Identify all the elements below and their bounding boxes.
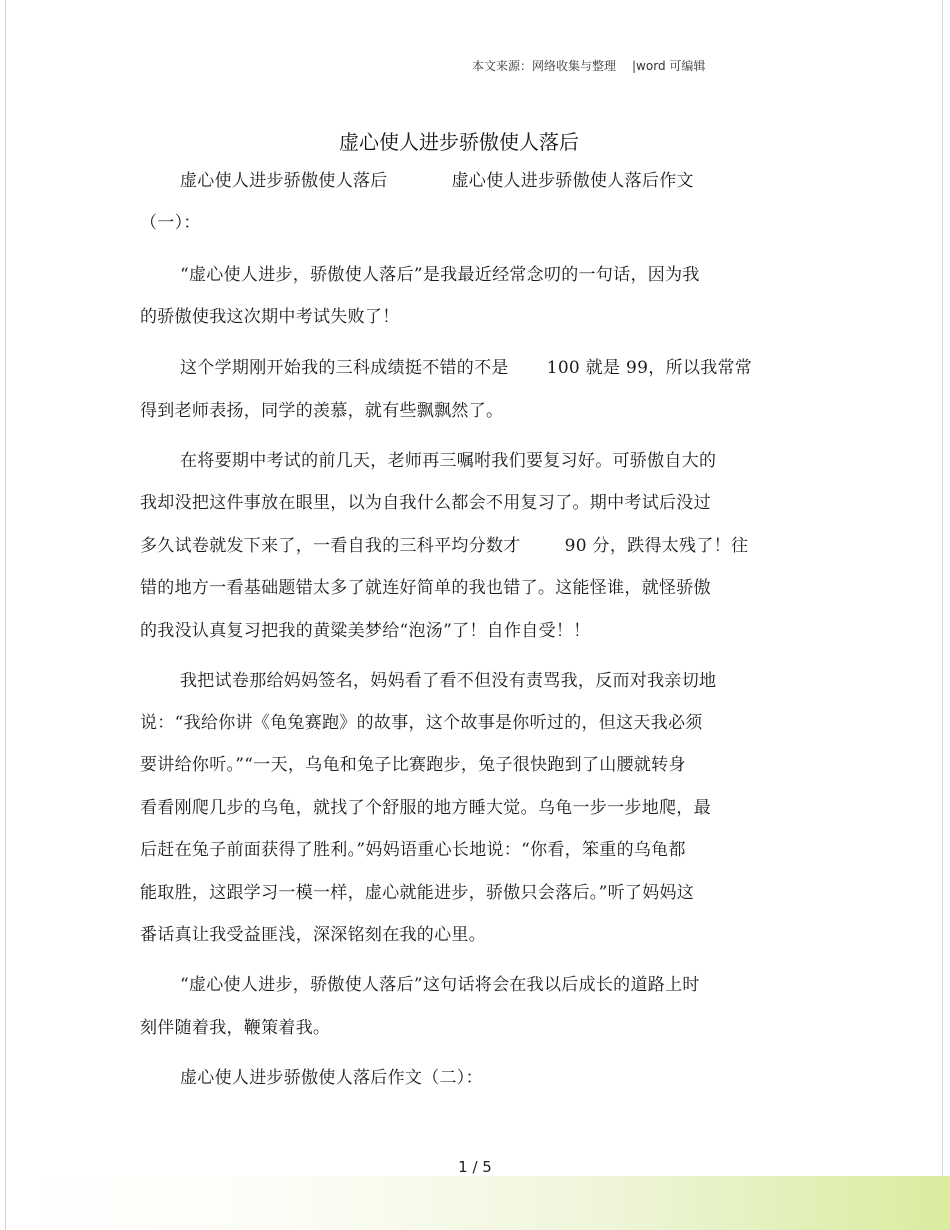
subtitle-continuation: （一）： — [140, 213, 201, 233]
paragraph-line: 要讲给你听。”“一天，乌龟和兔子比赛跑步，兔子很快跑到了山腰就转身 — [140, 755, 686, 775]
paragraph-line: 看看刚爬几步的乌龟，就找了个舒服的地方睡大觉。乌龟一步一步地爬，最 — [140, 798, 711, 818]
paragraph-line: 得到老师表扬，同学的羡慕，就有些飘飘然了。 — [140, 401, 504, 421]
subtitle-left: 虚心使人进步骄傲使人落后 — [180, 171, 388, 191]
header-note — [472, 57, 705, 74]
edit-note: |word 可编辑 — [632, 59, 706, 73]
paragraph-line: 我把试卷那给妈妈签名，妈妈看了看不但没有责骂我，反而对我亲切地 — [180, 671, 717, 691]
paragraph-line: 说：“我给你讲《龟兔赛跑》的故事，这个故事是你听过的，但这天我必须 — [140, 713, 703, 733]
section-heading: 虚心使人进步骄傲使人落后作文（二）： — [180, 1068, 483, 1088]
paragraph-line: 的我没认真复习把我的黄粱美梦给“泡汤”了！自作自受！！ — [140, 621, 591, 641]
paragraph-line: 番话真让我受益匪浅，深深铭刻在我的心里。 — [140, 925, 486, 945]
page-border-left — [5, 0, 6, 1230]
paragraph-line: “虚心使人进步，骄傲使人落后”是我最近经常念叨的一句话，因为我 — [180, 265, 700, 285]
paragraph-line: 的骄傲使我这次期中考试失败了！ — [140, 307, 400, 327]
line-part: 100 就是 99，所以我常常 — [546, 358, 753, 378]
document-title: 虚心使人进步骄傲使人落后 — [339, 130, 579, 154]
paragraph-line: 后赶在兔子前面获得了胜利。”妈妈语重心长地说：“你看，笨重的乌龟都 — [140, 840, 686, 860]
bottom-decorative-band — [0, 1176, 950, 1230]
paragraph-line: 我却没把这件事放在眼里，以为自我什么都会不用复习了。期中考试后没过 — [140, 493, 711, 513]
paragraph-line: 在将要期中考试的前几天，老师再三嘱咐我们要复习好。可骄傲自大的 — [180, 451, 717, 471]
line-part: 多久试卷就发下来了，一看自我的三科平均分数才 — [140, 536, 521, 556]
subtitle-right: 虚心使人进步骄傲使人落后作文 — [451, 171, 694, 191]
page-border-right — [942, 0, 943, 1230]
paragraph-line: 能取胜，这跟学习一模一样，虚心就能进步，骄傲只会落后。”听了妈妈这 — [140, 883, 695, 903]
paragraph-line — [140, 531, 748, 556]
paragraph-line: 错的地方一看基础题错太多了就连好简单的我也错了。这能怪谁，就怪骄傲 — [140, 578, 711, 598]
line-part: 90 分，跌得太残了！往 — [564, 536, 749, 556]
line-part: 这个学期刚开始我的三科成绩挺不错的不是 — [180, 358, 509, 378]
source-note: 本文来源：网络收集与整理 — [472, 59, 617, 73]
paragraph-line: “虚心使人进步，骄傲使人落后”这句话将会在我以后成长的道路上时 — [180, 975, 700, 995]
subtitle-line — [180, 166, 694, 191]
paragraph-line — [180, 353, 752, 378]
paragraph-line: 刻伴随着我，鞭策着我。 — [140, 1018, 331, 1038]
page-number: 1 / 5 — [458, 1158, 492, 1176]
